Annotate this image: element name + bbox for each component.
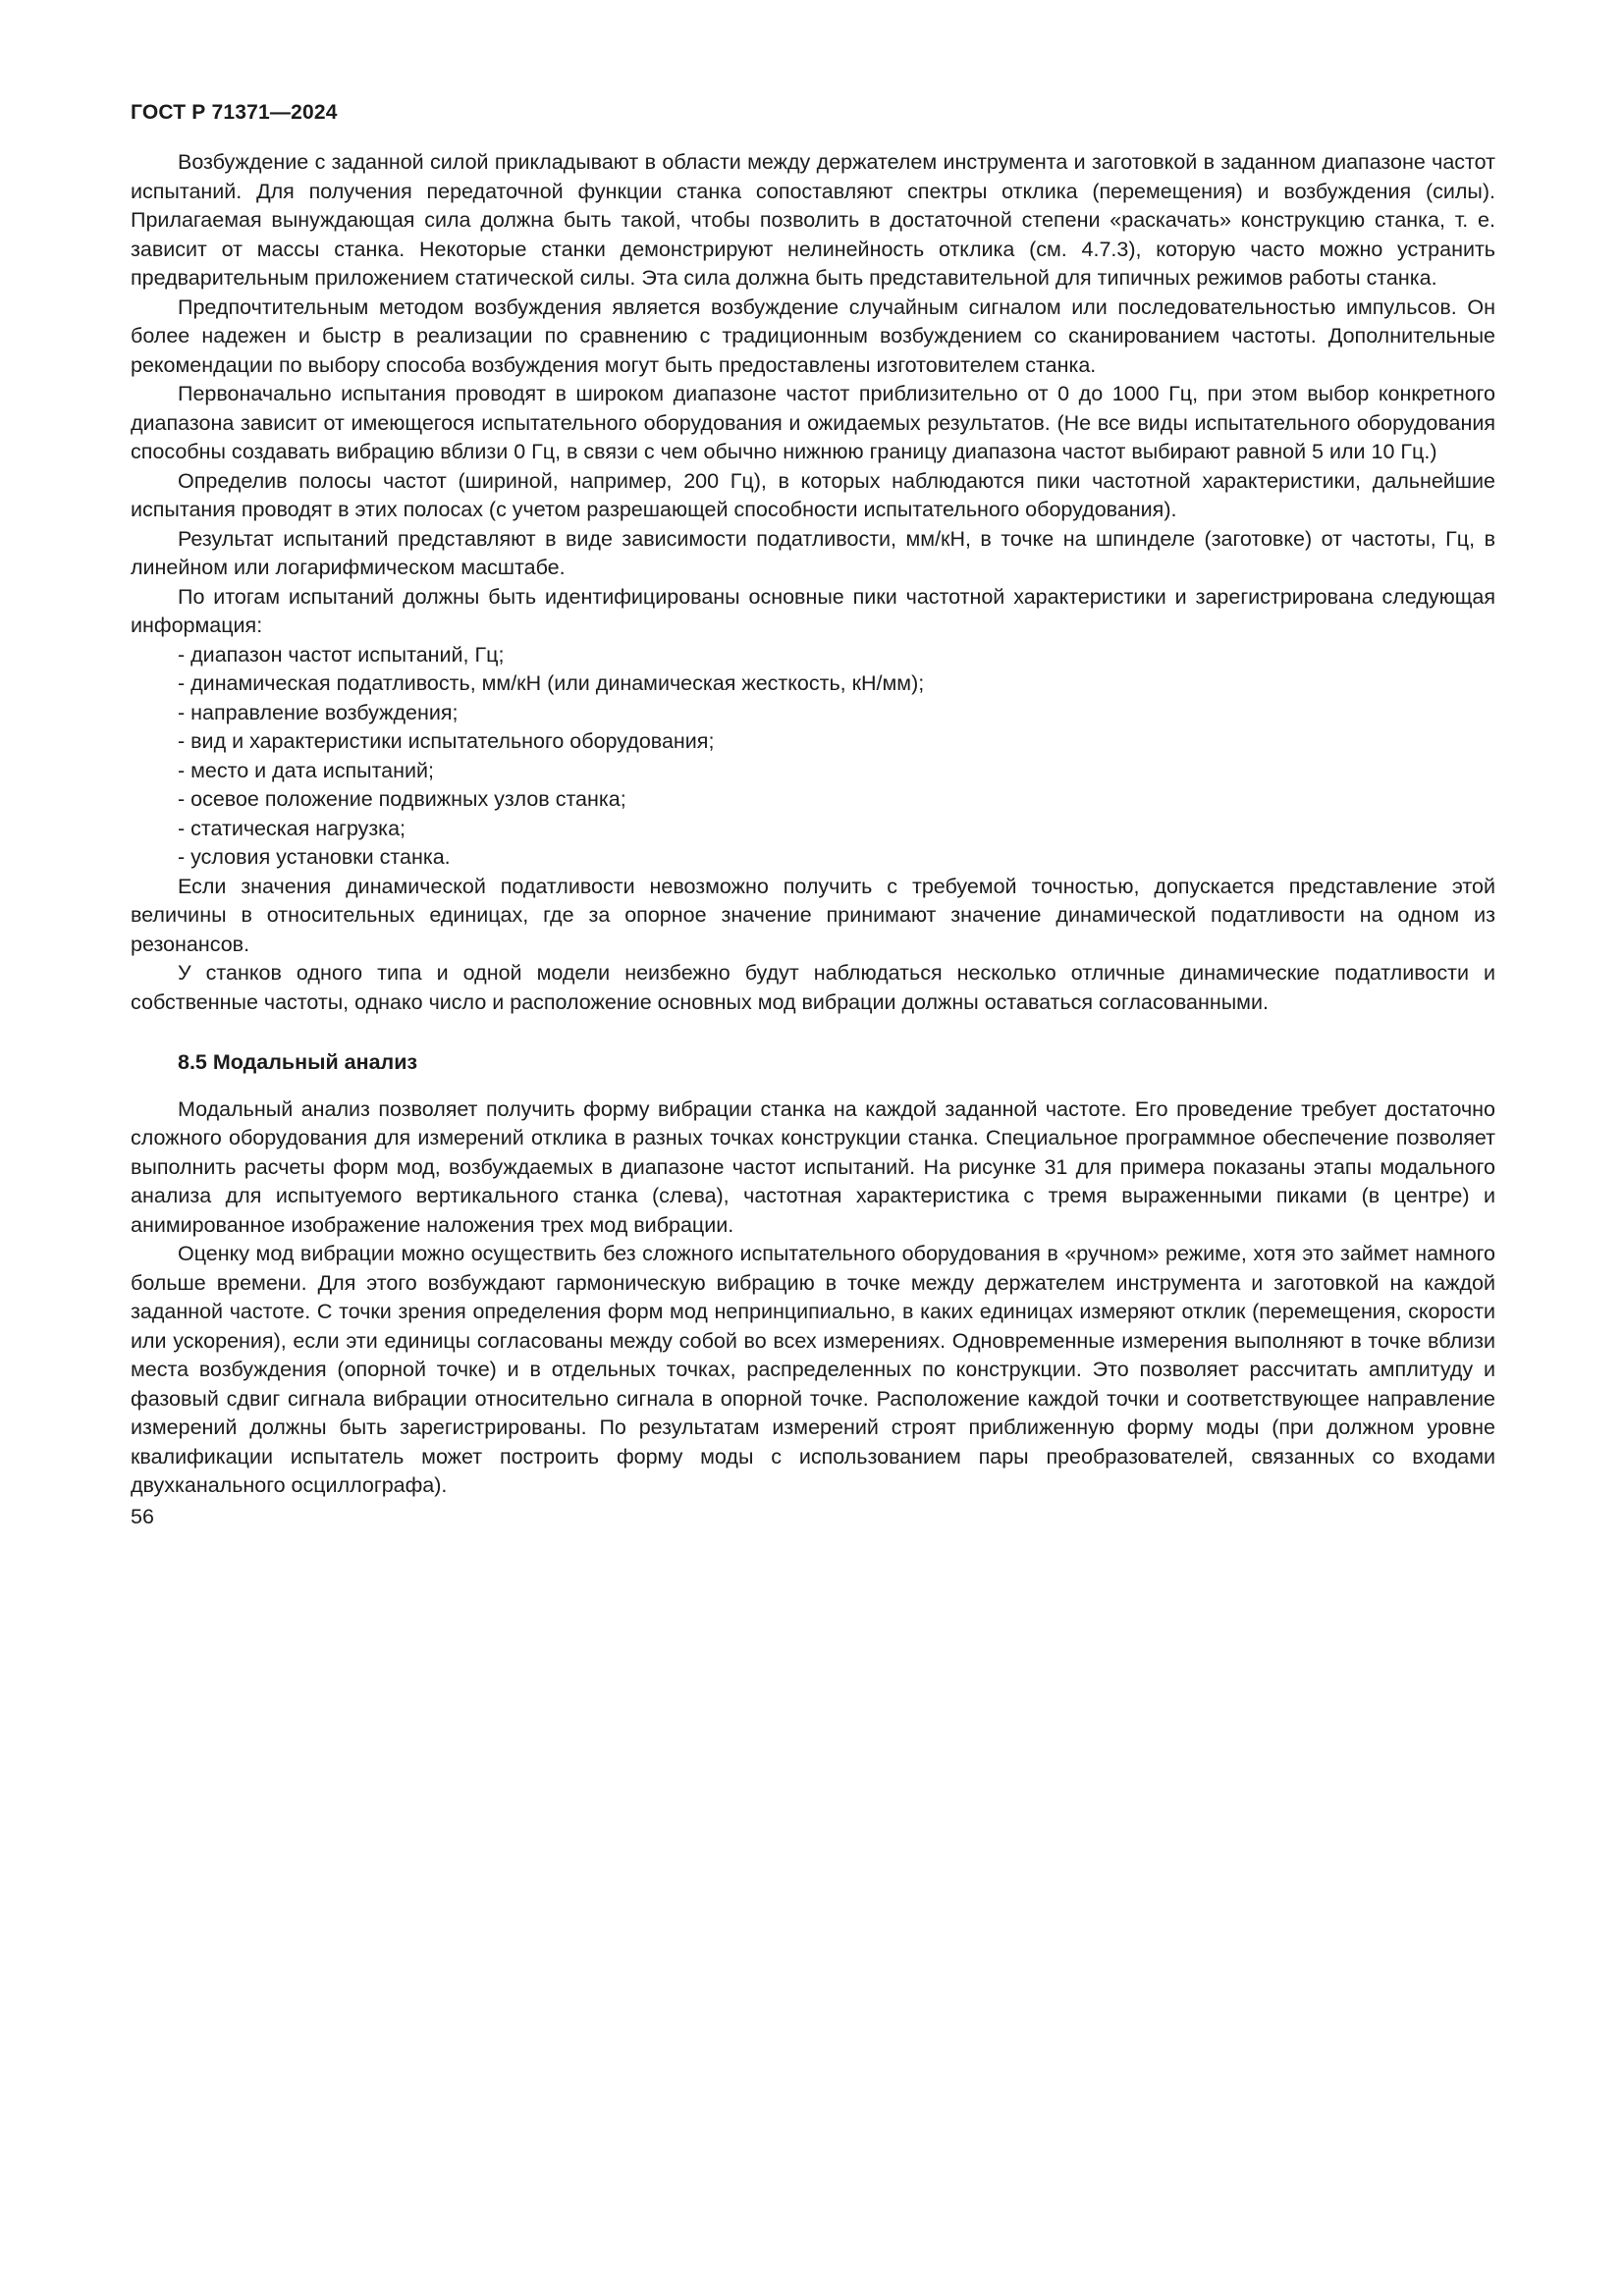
paragraph: У станков одного типа и одной модели неизбежно будут наблюдаться несколько отличные динамические податливости и собственные частоты, однако число и расположение основных мод вибрации должны оставаться согласованными.	[131, 961, 1495, 1014]
paragraph: Модальный анализ позволяет получить форму вибрации станка на каждой заданной частоте. Его проведение требует достаточно сложного оборудования для измерений отклика в разных точках конструкции станка. Специальное программное обеспечение позволяет выполнить расчеты форм мод, возбуждаемых в диапазоне частот испытаний. На рисунке 31 для примера показаны этапы модального анализа для испытуемого вертикального станка (слева), частотная характеристика с тремя выраженными пиками (в центре) и анимированное изображение наложения трех мод вибрации.	[131, 1096, 1495, 1237]
document-header: ГОСТ Р 71371—2024	[131, 101, 338, 124]
paragraph: Предпочтительным методом возбуждения является возбуждение случайным сигналом или последовательностью импульсов. Он более надежен и быстр в реализации по сравнению с традиционным возбуждением со сканированием частоты. Дополнительные рекомендации по выбору способа возбуждения могут быть предоставлены изготовителем станка.	[131, 294, 1495, 377]
paragraph: Возбуждение с заданной силой прикладывают в области между держателем инструмента и заготовкой в заданном диапазоне частот испытаний. Для получения передаточной функции станка сопоставляют спектры отклика (перемещения) и возбуждения (силы). Прилагаемая вынуждающая сила должна быть такой, чтобы позволить в достаточной степени «раскачать» конструкцию станка, т. е. зависит от массы станка. Некоторые станки демонстрируют нелинейность отклика (см. 4.7.3), которую часто можно устранить предварительным приложением статической силы. Эта сила должна быть представительной для типичных режимов работы станка.	[131, 150, 1495, 290]
list-item: - диапазон частот испытаний, Гц;	[178, 642, 505, 667]
paragraph: Определив полосы частот (шириной, например, 200 Гц), в которых наблюдаются пики частотной характеристики, дальнейшие испытания проводят в этих полосах (с учетом разрешающей способности испытательного оборудования).	[131, 468, 1495, 521]
list-item: - условия установки станка.	[178, 845, 451, 869]
list-item: - динамическая податливость, мм/кН (или динамическая жесткость, кН/мм);	[178, 671, 925, 695]
list-item: - направление возбуждения;	[178, 700, 459, 724]
list-item: - вид и характеристики испытательного оборудования;	[178, 729, 715, 753]
list-item: - статическая нагрузка;	[178, 816, 406, 840]
document-body	[131, 148, 1495, 1501]
paragraph: Результат испытаний представляют в виде зависимости податливости, мм/кН, в точке на шпинделе (заготовке) от частоты, Гц, в линейном или логарифмическом масштабе.	[131, 526, 1495, 579]
page-number: 56	[131, 1504, 154, 1528]
list-item: - место и дата испытаний;	[178, 758, 434, 782]
paragraph: По итогам испытаний должны быть идентифицированы основные пики частотной характеристики и зарегистрирована следующая информация:	[131, 584, 1495, 637]
paragraph: Если значения динамической податливости невозможно получить с требуемой точностью, допускается представление этой величины в относительных единицах, где за опорное значение принимают значение динамической податливости на одном из резонансов.	[131, 874, 1495, 956]
section-heading: 8.5 Модальный анализ	[178, 1050, 418, 1074]
paragraph: Оценку мод вибрации можно осуществить без сложного испытательного оборудования в «ручном» режиме, хотя это займет намного больше времени. Для этого возбуждают гармоническую вибрацию в точке между держателем инструмента и заготовкой на каждой заданной частоте. С точки зрения определения форм мод непринципиально, в каких единицах измеряют отклик (перемещения, скорости или ускорения), если эти единицы согласованы между собой во всех измерениях. Одновременные измерения выполняют в точке вблизи места возбуждения (опорной точке) и в отдельных точках, распределенных по конструкции. Это позволяет рассчитать амплитуду и фазовый сдвиг сигнала вибрации относительно сигнала в опорной точке. Расположение каждой точки и соответствующее направление измерений должны быть зарегистрированы. По результатам измерений строят приближенную форму моды (при должном уровне квалификации испытатель может построить форму моды с использованием пары преобразователей, связанных со входами двухканального осциллографа).	[131, 1242, 1495, 1497]
paragraph: Первоначально испытания проводят в широком диапазоне частот приблизительно от 0 до 1000 Гц, при этом выбор конкретного диапазона зависит от имеющегося испытательного оборудования и ожидаемых результатов. (Не все виды испытательного оборудования способны создавать вибрацию вблизи 0 Гц, в связи с чем обычно нижнюю границу диапазона частот выбирают равной 5 или 10 Гц.)	[131, 382, 1495, 463]
list-item: - осевое положение подвижных узлов станка;	[178, 787, 626, 811]
